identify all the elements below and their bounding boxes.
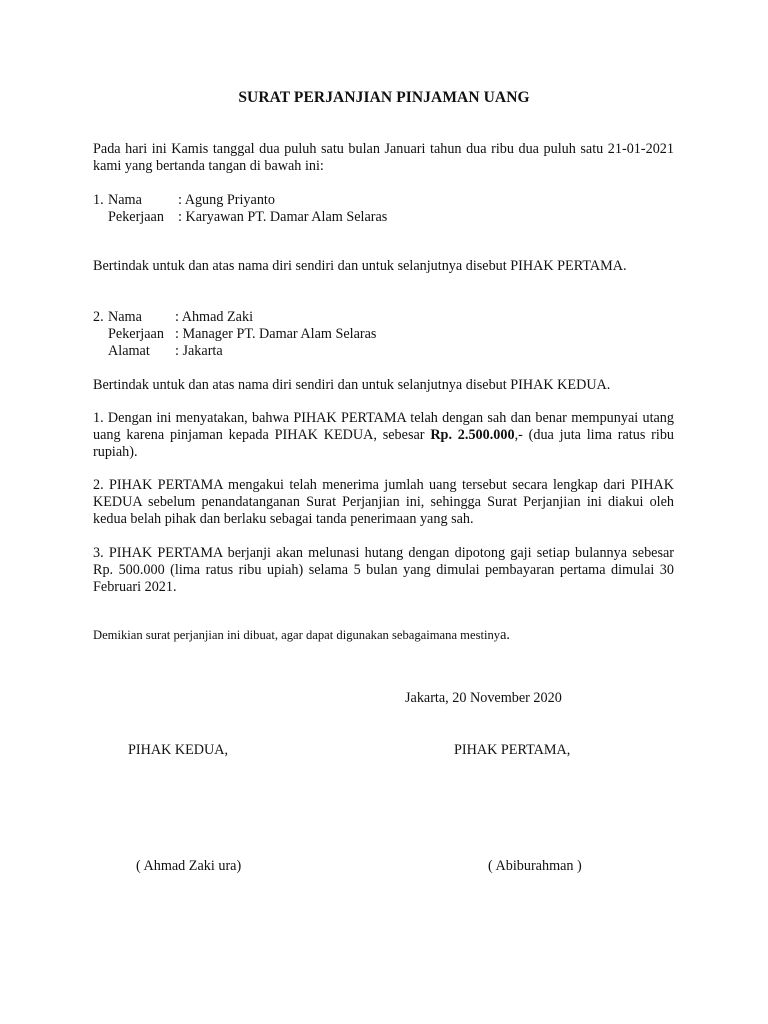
left-party-role: PIHAK KEDUA, xyxy=(128,742,229,758)
party-2-address-value: : Jakarta xyxy=(175,343,223,359)
document-title: SURAT PERJANJIAN PINJAMAN UANG xyxy=(238,89,530,106)
party-2-job-row xyxy=(93,326,674,343)
party-1-job-value: : Karyawan PT. Damar Alam Selaras xyxy=(178,209,388,225)
party-2-details xyxy=(93,309,674,360)
closing-text-end: a. xyxy=(500,627,510,643)
party-1-name-row xyxy=(93,192,674,209)
left-signatory-name: ( Ahmad Zaki ura) xyxy=(136,858,242,874)
party-2-name-row xyxy=(93,309,674,326)
clause-1-text: 1. Dengan ini menyatakan, bahwa PIHAK PERTAMA telah dengan sah dan benar mempunyai utang uang karena pinjaman kepada PIHAK KEDUA, sebesar xyxy=(93,410,674,443)
clause-3: 3. PIHAK PERTAMA berjanji akan melunasi hutang dengan dipotong gaji setiap bulannya sebesar Rp. 500.000 (lima ratus ribu upiah) selama 5 bulan yang dimulai pembayaran pertama dimulai 30 Februari 2021. xyxy=(93,545,674,595)
party-2-address-row xyxy=(93,343,674,360)
intro-paragraph: Pada hari ini Kamis tanggal dua puluh satu bulan Januari tahun dua ribu dua puluh satu 21-01-2021 kami yang bertanda tangan di bawah ini: xyxy=(93,141,674,174)
place-and-date: Jakarta, 20 November 2020 xyxy=(405,690,562,706)
loan-amount: Rp. 2.500.000 xyxy=(430,427,515,443)
closing-text: Demikian surat perjanjian ini dibuat, agar dapat digunakan sebagaimana mestiny xyxy=(93,628,501,642)
party-2-job-label: Pekerjaan xyxy=(108,326,164,342)
clause-2: 2. PIHAK PERTAMA mengakui telah menerima jumlah uang tersebut secara lengkap dari PIHAK KEDUA sebelum penandatanganan Surat Perjanjian ini, sehingga Surat Perjanjian ini diakui oleh kedua belah pihak dan berlaku sebagai tanda penerimaan yang sah. xyxy=(93,477,674,527)
party-2-number: 2. xyxy=(93,309,104,325)
party-1-number: 1. xyxy=(93,192,104,208)
party-2-address-label: Alamat xyxy=(108,343,150,359)
party-2-statement: Bertindak untuk dan atas nama diri sendiri dan untuk selanjutnya disebut PIHAK KEDUA. xyxy=(93,377,611,393)
party-2-name-label: Nama xyxy=(108,309,142,325)
party-1-job-label: Pekerjaan xyxy=(108,209,164,225)
party-1-details xyxy=(93,192,674,226)
party-1-name-value: : Agung Priyanto xyxy=(178,192,275,208)
clause-1-text-end: ,- (dua juta lima ratus ribu rupiah). xyxy=(93,427,675,460)
party-1-job-row xyxy=(93,209,674,226)
closing-statement xyxy=(93,627,674,644)
party-2-name-value: : Ahmad Zaki xyxy=(175,309,254,325)
clause-1 xyxy=(93,410,674,461)
right-party-role: PIHAK PERTAMA, xyxy=(454,742,571,758)
party-2-job-value: : Manager PT. Damar Alam Selaras xyxy=(175,326,377,342)
party-1-name-label: Nama xyxy=(108,192,142,208)
party-1-statement: Bertindak untuk dan atas nama diri sendiri dan untuk selanjutnya disebut PIHAK PERTAMA. xyxy=(93,258,627,274)
right-signatory-name: ( Abiburahman ) xyxy=(488,858,582,874)
